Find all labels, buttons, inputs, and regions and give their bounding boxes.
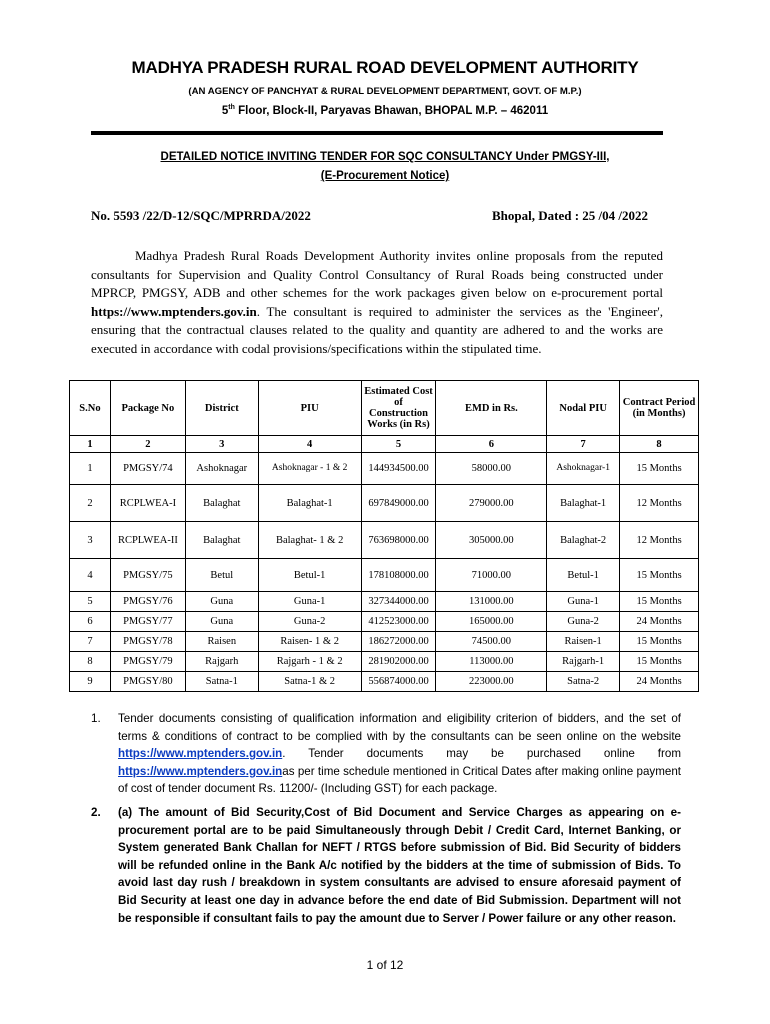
intro-paragraph: Madhya Pradesh Rural Roads Development Authority invites online proposals from the reputed consultants for Supervision and Quality Control Consultancy of Rural Roads being constructed under MPRCP, PMGSY, ADB and other schemes for the work packages given below on e-procurement portal https://www.mptenders.gov.in. The consultant is required to administer the services as the 'Engineer', ensuring that the contractual clauses related to the quality and quantity are adhered to and the works are executed in accordance with codal provisions/specifications within the stipulated time. — [91, 248, 663, 356]
table-row — [70, 485, 699, 522]
column-number: 4 — [258, 436, 361, 453]
table-row — [70, 592, 699, 612]
table-cell: Balaghat — [185, 485, 258, 522]
table-cell: Betul — [185, 559, 258, 592]
condition-item: 2. (a) The amount of Bid Security,Cost of Bid Document and Service Charges as appearing on e-procurement portal are to be paid Simultaneously through Debit / Credit Card, Internet Banking, or System generated Bank Challan for NEFT / RTGS before submission of Bid. Bid Security of bidders will be refunded online in the Bank A/c notified by the bidders at the time of submission of Bids. To avoid last day rush / breakdown in system consultants are advised to ensure aforesaid payment of Bid Security at least one day in advance before the end date of Bid Submission. Department will not be responsible if consultant fails to pay the amount due to Server / Power failure or any other reason. — [91, 805, 681, 925]
table-row — [70, 632, 699, 652]
table-header-cell: Contract Period (in Months) — [620, 381, 699, 436]
table-cell: 186272000.00 — [361, 632, 436, 652]
table-cell: Raisen — [185, 632, 258, 652]
column-number: 1 — [70, 436, 111, 453]
table-cell: 763698000.00 — [361, 522, 436, 559]
column-number: 7 — [547, 436, 620, 453]
table-row — [70, 559, 699, 592]
table-cell: 15 Months — [620, 453, 699, 485]
table-cell: 24 Months — [620, 612, 699, 632]
table-cell: Satna-2 — [547, 672, 620, 692]
table-cell: PMGSY/79 — [110, 652, 185, 672]
column-number: 8 — [620, 436, 699, 453]
page-number: 1 of 12 — [366, 958, 404, 972]
notice-subtitle: (E-Procurement Notice) — [320, 170, 450, 182]
reference-number: No. 5593 /22/D-12/SQC/MPRRDA/2022 — [91, 208, 311, 223]
table-cell: RCPLWEA-II — [110, 522, 185, 559]
table-cell: 24 Months — [620, 672, 699, 692]
column-number: 3 — [185, 436, 258, 453]
reference-date: Bhopal, Dated : 25 /04 /2022 — [491, 208, 648, 223]
table-cell: 412523000.00 — [361, 612, 436, 632]
office-address: 5th Floor, Block-II, Paryavas Bhawan, BHOPAL M.P. – 462011 — [221, 104, 549, 117]
table-cell: 327344000.00 — [361, 592, 436, 612]
table-row — [70, 672, 699, 692]
table-cell: PMGSY/75 — [110, 559, 185, 592]
table-cell: 2 — [70, 485, 111, 522]
table-cell: 15 Months — [620, 559, 699, 592]
table-cell: 113000.00 — [436, 652, 547, 672]
table-cell: 15 Months — [620, 592, 699, 612]
table-cell: 279000.00 — [436, 485, 547, 522]
portal-link: https://www.mptenders.gov.in — [91, 303, 257, 319]
table-cell: 74500.00 — [436, 632, 547, 652]
table-cell: 58000.00 — [436, 453, 547, 485]
table-cell: RCPLWEA-I — [110, 485, 185, 522]
table-cell: 305000.00 — [436, 522, 547, 559]
column-number: 5 — [361, 436, 436, 453]
authority-title: MADHYA PRADESH RURAL ROAD DEVELOPMENT AUTHORITY — [131, 58, 639, 77]
table-cell: 223000.00 — [436, 672, 547, 692]
table-cell: Balaghat — [185, 522, 258, 559]
table-cell: Balaghat-1 — [258, 485, 361, 522]
table-cell: 3 — [70, 522, 111, 559]
table-cell: Guna-1 — [258, 592, 361, 612]
notice-title: DETAILED NOTICE INVITING TENDER FOR SQC CONSULTANCY Under PMGSY-III, — [160, 151, 610, 163]
table-row — [70, 453, 699, 485]
tender-conditions — [91, 710, 681, 933]
table-cell: 5 — [70, 592, 111, 612]
table-header-cell: S.No — [70, 381, 111, 436]
table-cell: 15 Months — [620, 632, 699, 652]
table-cell: 12 Months — [620, 522, 699, 559]
table-header-row — [70, 381, 699, 436]
mptenders-link[interactable]: https://www.mptenders.gov.in — [118, 764, 283, 778]
table-row — [70, 652, 699, 672]
table-cell: 556874000.00 — [361, 672, 436, 692]
table-cell: Raisen- 1 & 2 — [258, 632, 361, 652]
table-cell: Guna-2 — [258, 612, 361, 632]
mptenders-link[interactable]: https://www.mptenders.gov.in — [118, 747, 283, 761]
table-cell: 15 Months — [620, 652, 699, 672]
table-cell: 9 — [70, 672, 111, 692]
table-row — [70, 522, 699, 559]
header-divider — [91, 131, 663, 135]
table-cell: Betul-1 — [258, 559, 361, 592]
table-header-cell: Package No — [110, 381, 185, 436]
table-cell: Ashoknagar - 1 & 2 — [258, 453, 361, 485]
table-cell: 71000.00 — [436, 559, 547, 592]
table-cell: Rajgarh-1 — [547, 652, 620, 672]
table-cell: Guna-2 — [547, 612, 620, 632]
table-cell: PMGSY/80 — [110, 672, 185, 692]
table-header-cell: EMD in Rs. — [436, 381, 547, 436]
table-row — [70, 612, 699, 632]
table-cell: 165000.00 — [436, 612, 547, 632]
table-cell: 6 — [70, 612, 111, 632]
table-header-cell: Estimated Cost of Construction Works (in Rs) — [361, 381, 436, 436]
agency-subtitle: (AN AGENCY OF PANCHYAT & RURAL DEVELOPMENT DEPARTMENT, GOVT. OF M.P.) — [188, 86, 582, 97]
table-cell: PMGSY/77 — [110, 612, 185, 632]
table-cell: 8 — [70, 652, 111, 672]
table-cell: Rajgarh — [185, 652, 258, 672]
table-cell: Betul-1 — [547, 559, 620, 592]
table-cell: 7 — [70, 632, 111, 652]
condition-item: 1. Tender documents consisting of qualification information and eligibility criterion of bidders, and the set of terms & conditions of contract to be complied with by the consultants can be seen online on the website https://www.mptenders.gov.in. Tender documents may be purchased online from https://www.mptenders.gov.inas per time schedule mentioned in Critical Dates after making online payment of cost of tender document Rs. 11200/- (Including GST) for each package. — [91, 712, 681, 796]
table-cell: 12 Months — [620, 485, 699, 522]
table-cell: PMGSY/76 — [110, 592, 185, 612]
table-cell: Satna-1 — [185, 672, 258, 692]
column-number: 2 — [110, 436, 185, 453]
table-cell: Guna — [185, 592, 258, 612]
table-header-cell: Nodal PIU — [547, 381, 620, 436]
table-cell: Satna-1 & 2 — [258, 672, 361, 692]
table-cell: 1 — [70, 453, 111, 485]
table-cell: Rajgarh - 1 & 2 — [258, 652, 361, 672]
tender-packages-table — [69, 380, 699, 692]
table-cell: Balaghat- 1 & 2 — [258, 522, 361, 559]
table-cell: 697849000.00 — [361, 485, 436, 522]
table-cell: PMGSY/78 — [110, 632, 185, 652]
table-cell: Guna-1 — [547, 592, 620, 612]
table-cell: 281902000.00 — [361, 652, 436, 672]
table-cell: Ashoknagar — [185, 453, 258, 485]
table-cell: Balaghat-1 — [547, 485, 620, 522]
table-cell: 4 — [70, 559, 111, 592]
table-header-cell: PIU — [258, 381, 361, 436]
table-cell: 144934500.00 — [361, 453, 436, 485]
column-number: 6 — [436, 436, 547, 453]
table-header-cell: District — [185, 381, 258, 436]
table-column-number-row — [70, 436, 699, 453]
table-cell: Balaghat-2 — [547, 522, 620, 559]
table-cell: 178108000.00 — [361, 559, 436, 592]
table-cell: 131000.00 — [436, 592, 547, 612]
table-cell: Guna — [185, 612, 258, 632]
table-cell: Ashoknagar-1 — [547, 453, 620, 485]
table-cell: PMGSY/74 — [110, 453, 185, 485]
table-cell: Raisen-1 — [547, 632, 620, 652]
